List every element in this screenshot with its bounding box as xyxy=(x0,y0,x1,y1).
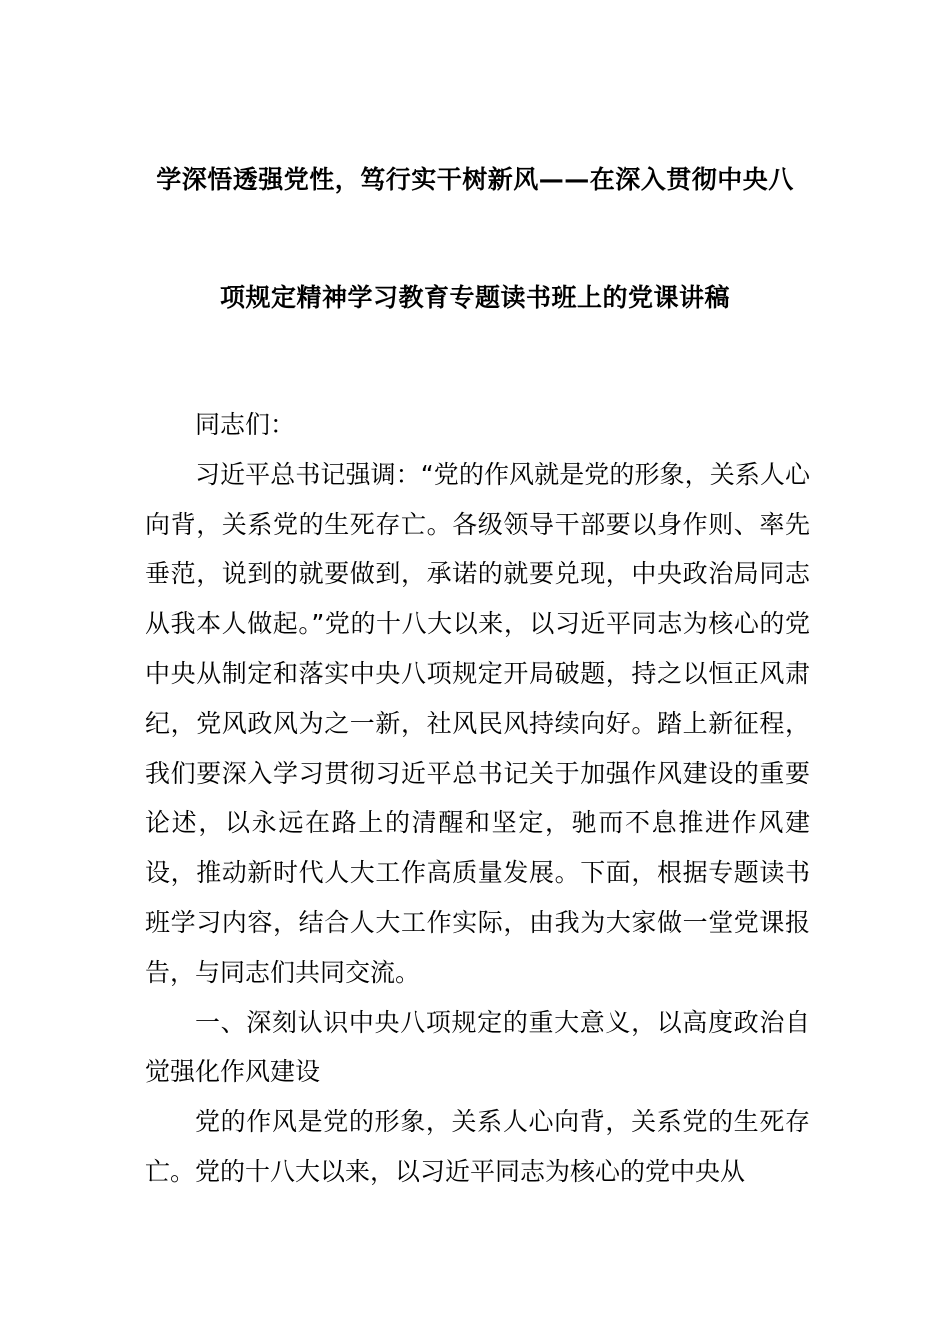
paragraph-section-1: 党的作风是党的形象，关系人心向背，关系党的生死存亡。党的十八大以来，以习近平同志为核心的党中央从 xyxy=(145,1107,810,1186)
document-body xyxy=(145,400,810,1197)
section-heading-1: 一、深刻认识中央八项规定的重大意义，以高度政治自觉强化作风建设 xyxy=(145,1007,810,1087)
paragraph-intro: 习近平总书记强调：“党的作风就是党的形象，关系人心向背，关系党的生死存亡。各级领导干部要以身作则、率先垂范，说到的就要做到，承诺的就要兑现，中央政治局同志从我本人做起。”党的十八大以来，以习近平同志为核心的党中央从制定和落实中央八项规定开局破题，持之以恒正风肃纪，党风政风为之一新，社风民风持续向好。踏上新征程，我们要深入学习贯彻习近平总书记关于加强作风建设的重要论述，以永远在路上的清醒和坚定，驰而不息推进作风建设，推动新时代人大工作高质量发展。下面，根据专题读书班学习内容，结合人大工作实际，由我为大家做一堂党课报告，与同志们共同交流。 xyxy=(145,459,810,987)
document-title-line-2: 项规定精神学习教育专题读书班上的党课讲稿 xyxy=(219,283,730,312)
document-title-line-1: 学深悟透强党性，笃行实干树新风——在深入贯彻中央八 xyxy=(156,165,794,194)
salutation: 同志们： xyxy=(195,410,296,439)
